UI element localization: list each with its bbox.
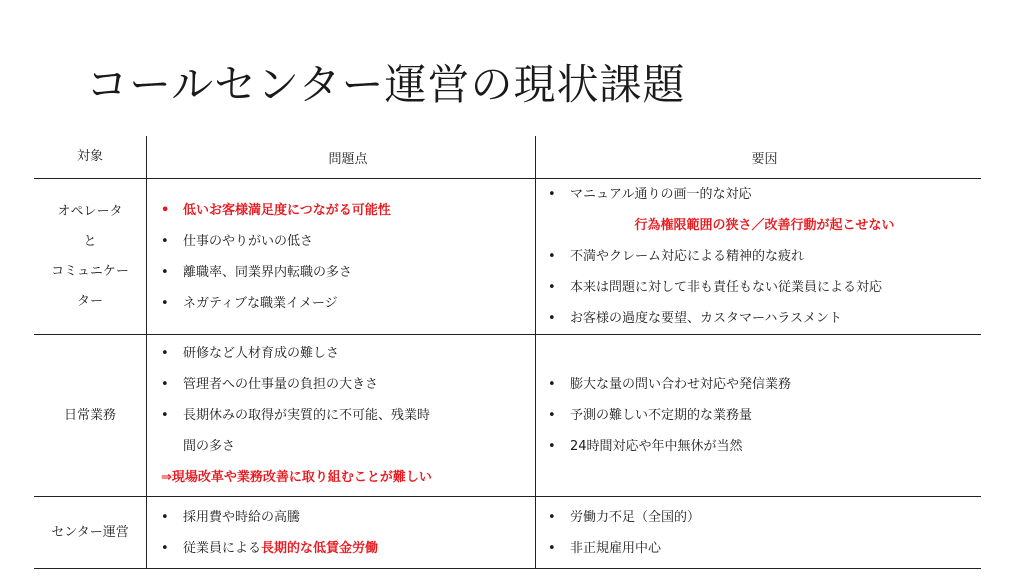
row2-issue-continuation: 間の多さ (183, 439, 236, 454)
row1-target-line: と (83, 233, 97, 249)
row2-cause-item: • 24時間対応や年中無休が当然 (548, 431, 981, 462)
table-row-center-operation (34, 497, 981, 569)
row2-causes (536, 335, 982, 497)
row1-target (34, 179, 147, 335)
row1-issue-item: • 低いお客様満足度につながる可能性 (161, 195, 535, 226)
row2-issue-item: • 管理者への仕事量の負担の大きさ (161, 369, 535, 400)
row3-causes (536, 497, 982, 569)
row1-issue-item: • 離職率、同業界内転職の多さ (161, 257, 535, 288)
row3-issue-prefix: 従業員による (183, 540, 262, 556)
row3-cause-item: • 労働力不足（全国的） (548, 502, 981, 533)
row1-issue-item: • ネガティブな職業イメージ (161, 288, 535, 319)
row1-target-line: ター (76, 293, 103, 309)
header-causes: 要因 (536, 136, 982, 179)
row3-issues (147, 497, 536, 569)
table-row-operator (34, 179, 981, 335)
row2-issue-item: • 長期休みの取得が実質的に不可能、残業時 (161, 400, 535, 431)
row2-issue-note: ⇒現場改革や業務改善に取り組むことが難しい (161, 470, 432, 485)
header-issues: 問題点 (147, 136, 536, 179)
row1-cause-item: • 不満やクレーム対応による精神的な疲れ (548, 241, 981, 272)
row1-target-line: コミュニケー (51, 263, 129, 279)
table-row-daily-work (34, 335, 981, 497)
row2-issues (147, 335, 536, 497)
page-title: コールセンター運営の現状課題 (86, 60, 686, 109)
row2-issue-item: • 研修など人材育成の難しさ (161, 338, 535, 369)
row1-cause-item: • 本来は問題に対して非も責任もない従業員による対応 (548, 272, 981, 303)
row1-cause-item: • マニュアル通りの画一的な対応 (548, 179, 981, 210)
row1-cause-item: • お客様の過度な要望、カスタマーハラスメント (548, 303, 981, 334)
row1-issue-item: • 仕事のやりがいの低さ (161, 226, 535, 257)
row3-target: センター運営 (34, 497, 147, 569)
row3-cause-item: • 非正規雇用中心 (548, 533, 981, 564)
row1-causes (536, 179, 982, 335)
row2-cause-item: • 膨大な量の問い合わせ対応や発信業務 (548, 369, 981, 400)
row3-issue-item: • 採用費や時給の高騰 (161, 502, 535, 533)
row3-issue-item-mixed (161, 533, 535, 564)
row3-issue-highlight: 長期的な低賃金労働 (261, 540, 379, 556)
row2-target: 日常業務 (34, 335, 147, 497)
row1-cause-note: 行為権限範囲の狭さ／改善行動が起こせない (634, 218, 895, 233)
row1-target-line: オペレータ (57, 203, 123, 219)
row1-issues (147, 179, 536, 335)
issues-table (34, 136, 981, 569)
header-target: 対象 (76, 149, 103, 164)
row2-cause-item: • 予測の難しい不定期的な業務量 (548, 400, 981, 431)
table-header-row (34, 136, 981, 179)
